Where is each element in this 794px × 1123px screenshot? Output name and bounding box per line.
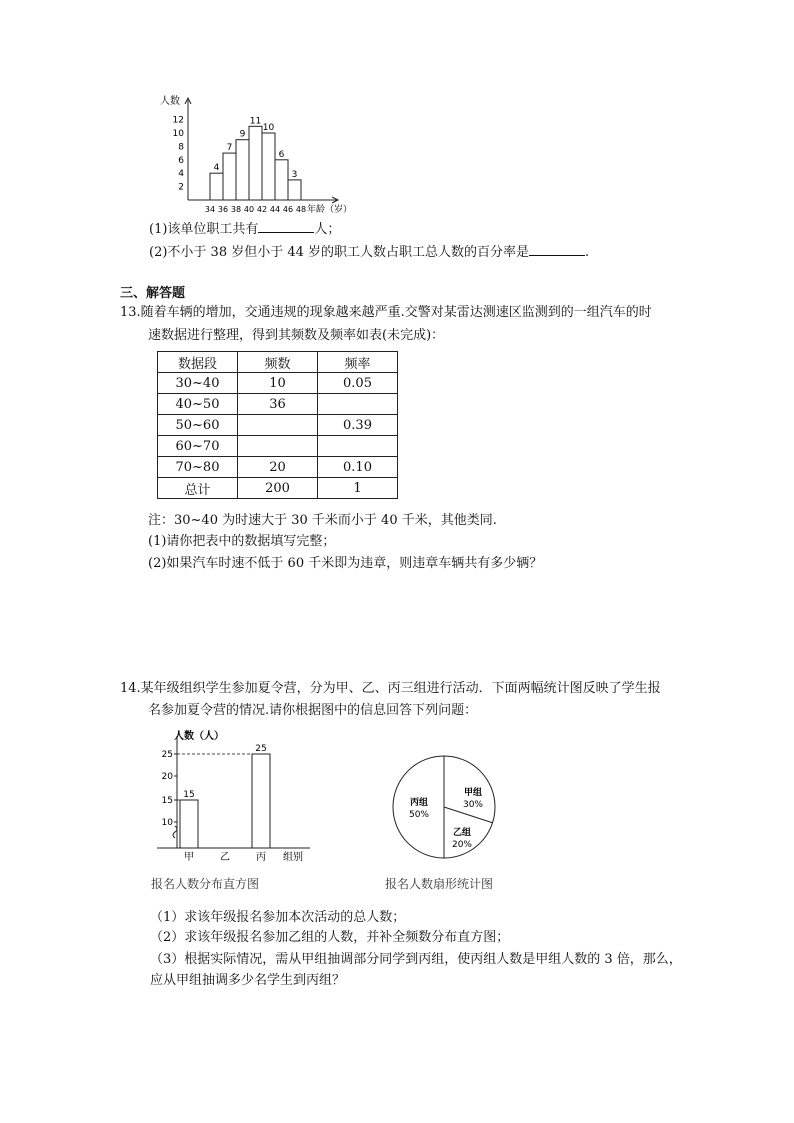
table-cell[interactable] — [238, 436, 318, 457]
table-row — [158, 436, 398, 457]
y-tick-label: 2 — [178, 182, 184, 193]
y-tick-label: 10 — [161, 818, 173, 828]
y-tick-label: 4 — [178, 169, 184, 180]
table-cell[interactable] — [318, 394, 398, 415]
histogram-bar — [249, 126, 262, 200]
x-tick-label: 48 — [295, 205, 307, 214]
table-cell: 总计 — [158, 478, 238, 499]
y-tick-label: 6 — [178, 155, 184, 166]
x-tick-label: 36 — [217, 205, 229, 214]
table-cell: 0.39 — [318, 415, 398, 436]
table-cell: 0.05 — [318, 373, 398, 394]
pie-slice-label: 乙组 — [452, 828, 472, 838]
table-header: 频数 — [238, 352, 318, 373]
pie-slice-percent: 50% — [408, 810, 430, 820]
x-tick-label: 46 — [282, 205, 294, 214]
bar-data-label: 10 — [262, 123, 275, 133]
table-cell: 30~40 — [158, 373, 238, 394]
x-tick-label: 44 — [269, 205, 281, 214]
x-axis-label: 组别 — [283, 852, 303, 863]
histogram-bar — [236, 140, 249, 200]
bar-data-label: 25 — [255, 744, 267, 754]
signup-bar-chart — [145, 728, 315, 863]
q14-part2: （2）求该年级报名参加乙组的人数，并补全频数分布直方图； — [150, 930, 510, 945]
q13-note: 注：30~40 为时速大于 30 千米而小于 40 千米，其他类同. — [148, 513, 497, 528]
histogram-bar — [223, 153, 236, 200]
table-cell: 70~80 — [158, 457, 238, 478]
table-row — [158, 373, 398, 394]
pie-slice-label: 甲组 — [463, 788, 483, 798]
y-tick-label: 10 — [172, 129, 184, 139]
q12-part2: (2)不小于 38 岁但小于 44 岁的职工人数占职工总人数的百分率是 . — [149, 245, 590, 260]
histogram-bar — [262, 133, 275, 200]
axis-break — [173, 826, 177, 838]
histogram-bar — [180, 800, 198, 848]
frequency-table — [157, 351, 398, 499]
table-header-row — [158, 352, 398, 373]
x-tick-label: 乙 — [220, 852, 230, 863]
table-cell: 36 — [238, 394, 318, 415]
histogram-bar — [288, 180, 301, 200]
bar-data-label: 9 — [239, 129, 246, 140]
q14-part3: （3）根据实际情况，需从甲组抽调部分同学到丙组，使丙组人数是甲组人数的 3 倍，那么， — [150, 952, 682, 967]
histogram-bar — [210, 173, 223, 200]
answer-blank[interactable] — [258, 220, 314, 233]
table-cell: 200 — [238, 478, 318, 499]
pie-slice-percent: 30% — [462, 800, 484, 810]
y-tick-label: 8 — [178, 142, 184, 153]
table-cell[interactable] — [318, 436, 398, 457]
q12-part1: (1)该单位职工共有 人； — [149, 222, 341, 237]
table-row — [158, 457, 398, 478]
bar-data-label: 6 — [278, 149, 285, 160]
x-tick-label: 38 — [230, 205, 242, 214]
table-cell: 1 — [318, 478, 398, 499]
table-cell: 0.10 — [318, 457, 398, 478]
q13-part2: (2)如果汽车时速不低于 60 千米即为违章，则违章车辆共有多少辆？ — [148, 556, 543, 571]
x-tick-label: 40 — [243, 205, 255, 214]
pie-slice-percent: 20% — [451, 840, 473, 850]
y-tick-label: 15 — [161, 796, 173, 806]
table-row — [158, 415, 398, 436]
x-tick-label: 34 — [204, 205, 216, 214]
q14-line2: 名参加夏令营的情况.请你根据图中的信息回答下列问题： — [148, 703, 478, 718]
y-tick-label: 25 — [161, 750, 173, 760]
q14-line1: 14.某年级组织学生参加夏令营，分为甲、乙、丙三组进行活动．下面两幅统计图反映了学生报 — [120, 681, 661, 696]
y-tick-label: 20 — [161, 772, 173, 782]
bar-data-label: 11 — [249, 116, 262, 127]
q14-part1: （1）求该年级报名参加本次活动的总人数； — [150, 910, 406, 925]
table-cell: 40~50 — [158, 394, 238, 415]
q13-line2: 速数据进行整理，得到其频数及频率如表(未完成)： — [148, 328, 445, 343]
histogram-bar — [252, 754, 270, 848]
age-histogram — [150, 92, 370, 217]
x-tick-label: 丙 — [256, 852, 266, 863]
y-tick-label: 12 — [172, 115, 184, 126]
q14-part4: 应从甲组抽调多少名学生到丙组？ — [150, 973, 346, 988]
bar-data-label: 4 — [213, 163, 220, 174]
table-cell: 10 — [238, 373, 318, 394]
pie-chart-caption: 报名人数扇形统计图 — [385, 877, 494, 891]
table-header: 数据段 — [158, 352, 238, 373]
bar-data-label: 15 — [183, 790, 195, 800]
x-axis-label: 年龄（岁） — [307, 205, 353, 215]
table-cell[interactable] — [238, 415, 318, 436]
q13-line1: 13.随着车辆的增加，交通违规的现象越来越严重.交警对某雷达测速区监测到的一组汽车的时 — [120, 305, 652, 320]
table-row — [158, 478, 398, 499]
q13-part1: (1)请你把表中的数据填写完整； — [148, 534, 336, 549]
histogram-bar — [275, 160, 288, 200]
signup-pie-chart — [389, 753, 499, 863]
x-tick-label: 42 — [256, 205, 268, 214]
table-cell: 20 — [238, 457, 318, 478]
answer-blank[interactable] — [529, 243, 585, 256]
pie-slice-label: 丙组 — [409, 798, 429, 808]
bar-chart-caption: 报名人数分布直方图 — [151, 877, 260, 891]
y-axis-label: 人数（人） — [174, 731, 224, 742]
table-header: 频率 — [318, 352, 398, 373]
table-cell: 50~60 — [158, 415, 238, 436]
section-title: 三、解答题 — [120, 286, 186, 301]
bar-data-label: 3 — [291, 169, 298, 180]
bar-data-label: 7 — [226, 143, 233, 154]
table-row — [158, 394, 398, 415]
table-cell: 60~70 — [158, 436, 238, 457]
y-axis-label: 人数 — [160, 96, 180, 107]
x-tick-label: 甲 — [184, 852, 194, 863]
